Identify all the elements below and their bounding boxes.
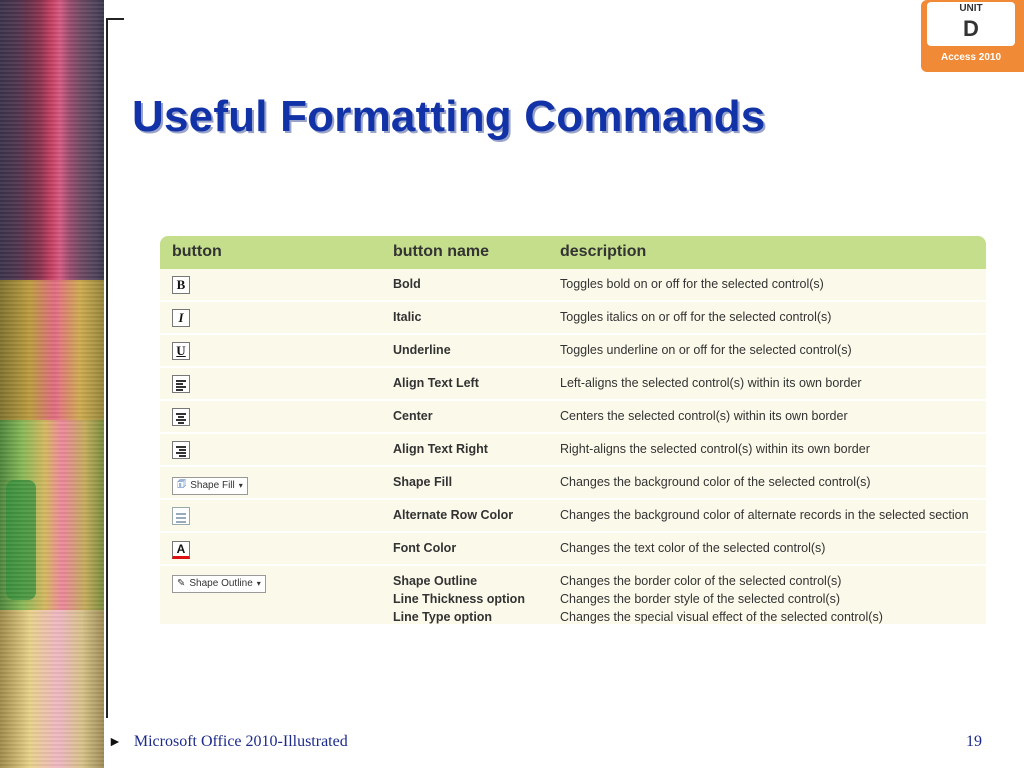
button-name: Italic	[393, 310, 422, 324]
button-name: Underline	[393, 343, 451, 357]
table-row	[160, 434, 986, 467]
table-row	[160, 269, 986, 302]
button-name: Bold	[393, 277, 421, 291]
footer-text: Microsoft Office 2010-Illustrated	[133, 733, 348, 750]
table-row	[160, 467, 986, 500]
align-left-icon	[172, 375, 190, 393]
commands-table	[160, 269, 986, 626]
button-description: Changes the background color of alternate records in the selected section	[560, 508, 969, 522]
button-name: Shape Fill	[393, 475, 453, 489]
button-description: Changes the border color of the selected control(s)	[560, 574, 842, 588]
header-button-name: button name	[393, 243, 489, 260]
button-description-group	[560, 572, 883, 626]
shape-outline-icon: ✎ Shape Outline ▾	[172, 575, 266, 593]
button-name-group	[393, 572, 525, 626]
page-title: Useful Formatting Commands	[132, 92, 766, 141]
footer	[108, 733, 348, 751]
button-description: Changes the special visual effect of the selected control(s)	[560, 610, 883, 624]
button-description: Toggles underline on or off for the selected control(s)	[560, 343, 852, 357]
button-name: Align Text Left	[393, 376, 479, 390]
italic-icon: I	[172, 309, 190, 327]
header-button: button	[172, 243, 222, 260]
header-description: description	[560, 243, 647, 260]
table-row	[160, 566, 986, 626]
table-row	[160, 302, 986, 335]
page-number: 19	[966, 733, 982, 750]
button-description: Changes the text color of the selected control(s)	[560, 541, 826, 555]
unit-badge	[921, 0, 1024, 72]
alternate-row-color-icon	[172, 507, 190, 525]
align-center-icon	[172, 408, 190, 426]
button-name: Shape Outline	[393, 574, 478, 588]
font-color-icon: A	[172, 541, 190, 559]
button-description: Right-aligns the selected control(s) within its own border	[560, 442, 870, 456]
button-name: Line Type option	[393, 610, 493, 624]
unit-app-name: Access 2010	[940, 52, 1002, 63]
unit-letter: D	[963, 16, 979, 41]
decorative-painted-strip	[0, 0, 104, 768]
button-name: Alternate Row Color	[393, 508, 514, 522]
triangle-bullet-icon: ►	[108, 735, 122, 750]
button-name: Align Text Right	[393, 442, 488, 456]
button-name: Center	[393, 409, 433, 423]
table-row	[160, 368, 986, 401]
button-description: Changes the border style of the selected control(s)	[560, 592, 841, 606]
shape-fill-icon: 🗊 Shape Fill ▾	[172, 477, 248, 495]
shape-outline-button-label: Shape Outline	[189, 578, 253, 589]
button-description: Toggles bold on or off for the selected control(s)	[560, 277, 824, 291]
table-row	[160, 500, 986, 533]
divider-line	[106, 18, 108, 718]
shape-fill-button-label: Shape Fill	[190, 480, 235, 491]
button-description: Centers the selected control(s) within its own border	[560, 409, 848, 423]
divider-line-top	[106, 18, 124, 20]
button-description: Toggles italics on or off for the selected control(s)	[560, 310, 832, 324]
table-row	[160, 533, 986, 566]
button-name: Line Thickness option	[393, 592, 525, 606]
align-right-icon	[172, 441, 190, 459]
underline-icon: U	[172, 342, 190, 360]
button-description: Left-aligns the selected control(s) within its own border	[560, 376, 862, 390]
table-row	[160, 335, 986, 368]
table-row	[160, 401, 986, 434]
button-name: Font Color	[393, 541, 457, 555]
unit-label: UNIT	[959, 3, 983, 14]
bold-icon: B	[172, 276, 190, 294]
button-description: Changes the background color of the selected control(s)	[560, 475, 871, 489]
table-header	[160, 236, 986, 269]
